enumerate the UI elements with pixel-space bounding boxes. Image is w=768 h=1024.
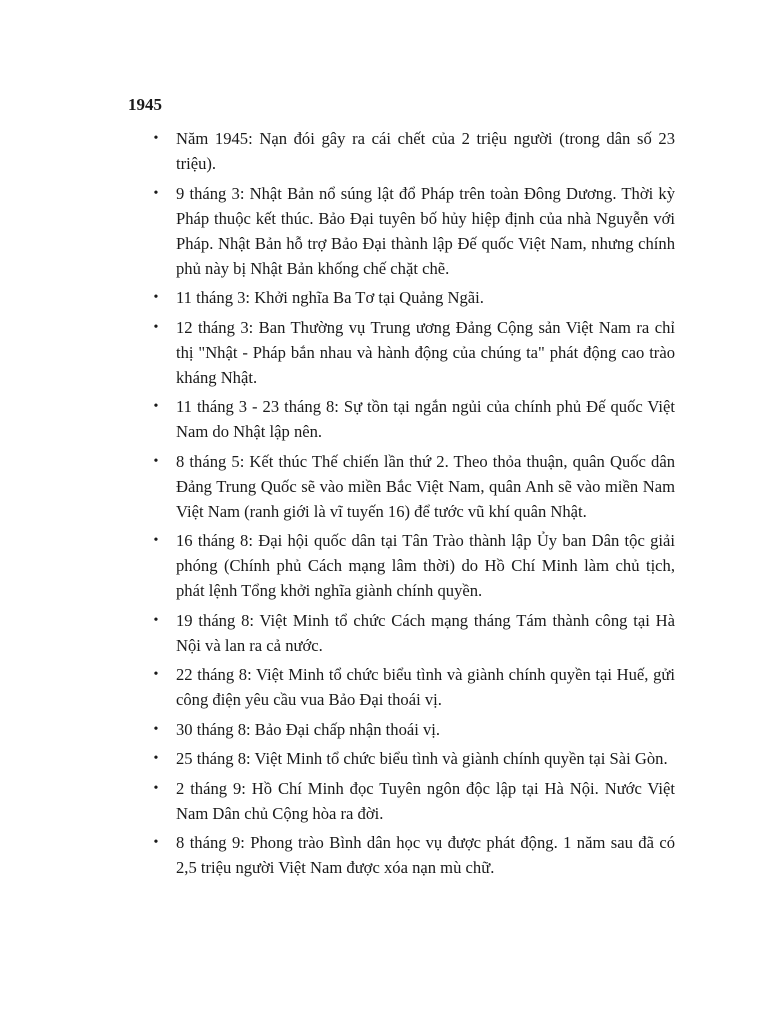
timeline-entry-text: 30 tháng 8: Bảo Đại chấp nhận thoái vị. [176, 719, 441, 739]
timeline-entry [0, 776, 768, 826]
bullet-icon: • [153, 721, 159, 737]
timeline-entry-text: 11 tháng 3 - 23 tháng 8: Sự tồn tại ngắn ngủi của chính phủ Đế quốc Việt Nam do Nhật lập nên. [176, 397, 675, 441]
timeline-entry-text: 9 tháng 3: Nhật Bản nổ súng lật đổ Pháp trên toàn Đông Dương. Thời kỳ Pháp thuộc kết thúc. Bảo Đại tuyên bố hủy hiệp định của nhà Nguyễn với Pháp. Nhật Bản hỗ trợ Bảo Đại thành lập Đế quốc Việt Nam, nhưng chính phủ này bị Nhật Bản khống chế chặt chẽ. [176, 183, 675, 278]
timeline-entry [0, 830, 768, 880]
timeline-entry-text: 2 tháng 9: Hồ Chí Minh đọc Tuyên ngôn độc lập tại Hà Nội. Nước Việt Nam Dân chủ Cộng hòa ra đời. [176, 778, 675, 823]
bullet-icon: • [153, 399, 159, 414]
timeline-entry [0, 285, 768, 310]
timeline-entry-text: 11 tháng 3: Khởi nghĩa Ba Tơ tại Quảng Ngãi. [176, 288, 484, 307]
bullet-icon: • [153, 533, 159, 548]
timeline-entry [0, 717, 768, 742]
timeline-entry-text: 19 tháng 8: Việt Minh tổ chức Cách mạng tháng Tám thành công tại Hà Nội và lan ra cả nước. [176, 610, 675, 655]
timeline-entry-text: 12 tháng 3: Ban Thường vụ Trung ương Đảng Cộng sản Việt Nam ra chỉ thị "Nhật - Pháp bắn nhau và hành động của chúng ta" phát động cao trào kháng Nhật. [176, 317, 675, 387]
bullet-icon: • [153, 780, 159, 796]
bullet-icon: • [153, 319, 159, 335]
timeline-entry [0, 315, 768, 390]
timeline-entry [0, 662, 768, 712]
timeline-entry [0, 181, 768, 281]
timeline-entry-text: 16 tháng 8: Đại hội quốc dân tại Tân Trào thành lập Ủy ban Dân tộc giải phóng (Chính phủ Cách mạng lâm thời) do Hồ Chí Minh làm chủ tịch, phát lệnh Tổng khởi nghĩa giành chính quyền. [176, 531, 675, 600]
section-heading: 1945 [128, 95, 162, 114]
bullet-icon: • [153, 751, 159, 766]
timeline-entry-text: Năm 1945: Nạn đói gây ra cái chết của 2 triệu người (trong dân số 23 triệu). [176, 129, 675, 173]
bullet-icon: • [153, 185, 159, 201]
timeline-entry [0, 126, 768, 176]
bullet-icon: • [153, 131, 159, 146]
timeline-list [0, 126, 768, 885]
bullet-icon: • [153, 612, 159, 628]
timeline-entry-text: 22 tháng 8: Việt Minh tổ chức biểu tình và giành chính quyền tại Huế, gửi công điện yêu cầu vua Bảo Đại thoái vị. [176, 665, 675, 709]
timeline-entry [0, 394, 768, 444]
timeline-entry [0, 449, 768, 524]
timeline-entry-text: 8 tháng 9: Phong trào Bình dân học vụ được phát động. 1 năm sau đã có 2,5 triệu người Việt Nam được xóa nạn mù chữ. [176, 833, 675, 877]
bullet-icon: • [153, 667, 159, 682]
timeline-entry-text: 25 tháng 8: Việt Minh tổ chức biểu tình và giành chính quyền tại Sài Gòn. [176, 749, 668, 768]
timeline-entry [0, 746, 768, 771]
timeline-entry [0, 528, 768, 603]
timeline-entry [0, 608, 768, 658]
timeline-entry-text: 8 tháng 5: Kết thúc Thế chiến lần thứ 2. Theo thỏa thuận, quân Quốc dân Đảng Trung Quốc sẽ vào miền Bắc Việt Nam, quân Anh sẽ vào miền Nam Việt Nam (ranh giới là vĩ tuyến 16) để tước vũ khí quân Nhật. [176, 451, 675, 521]
bullet-icon: • [153, 453, 159, 469]
bullet-icon: • [153, 835, 159, 850]
bullet-icon: • [153, 290, 159, 305]
